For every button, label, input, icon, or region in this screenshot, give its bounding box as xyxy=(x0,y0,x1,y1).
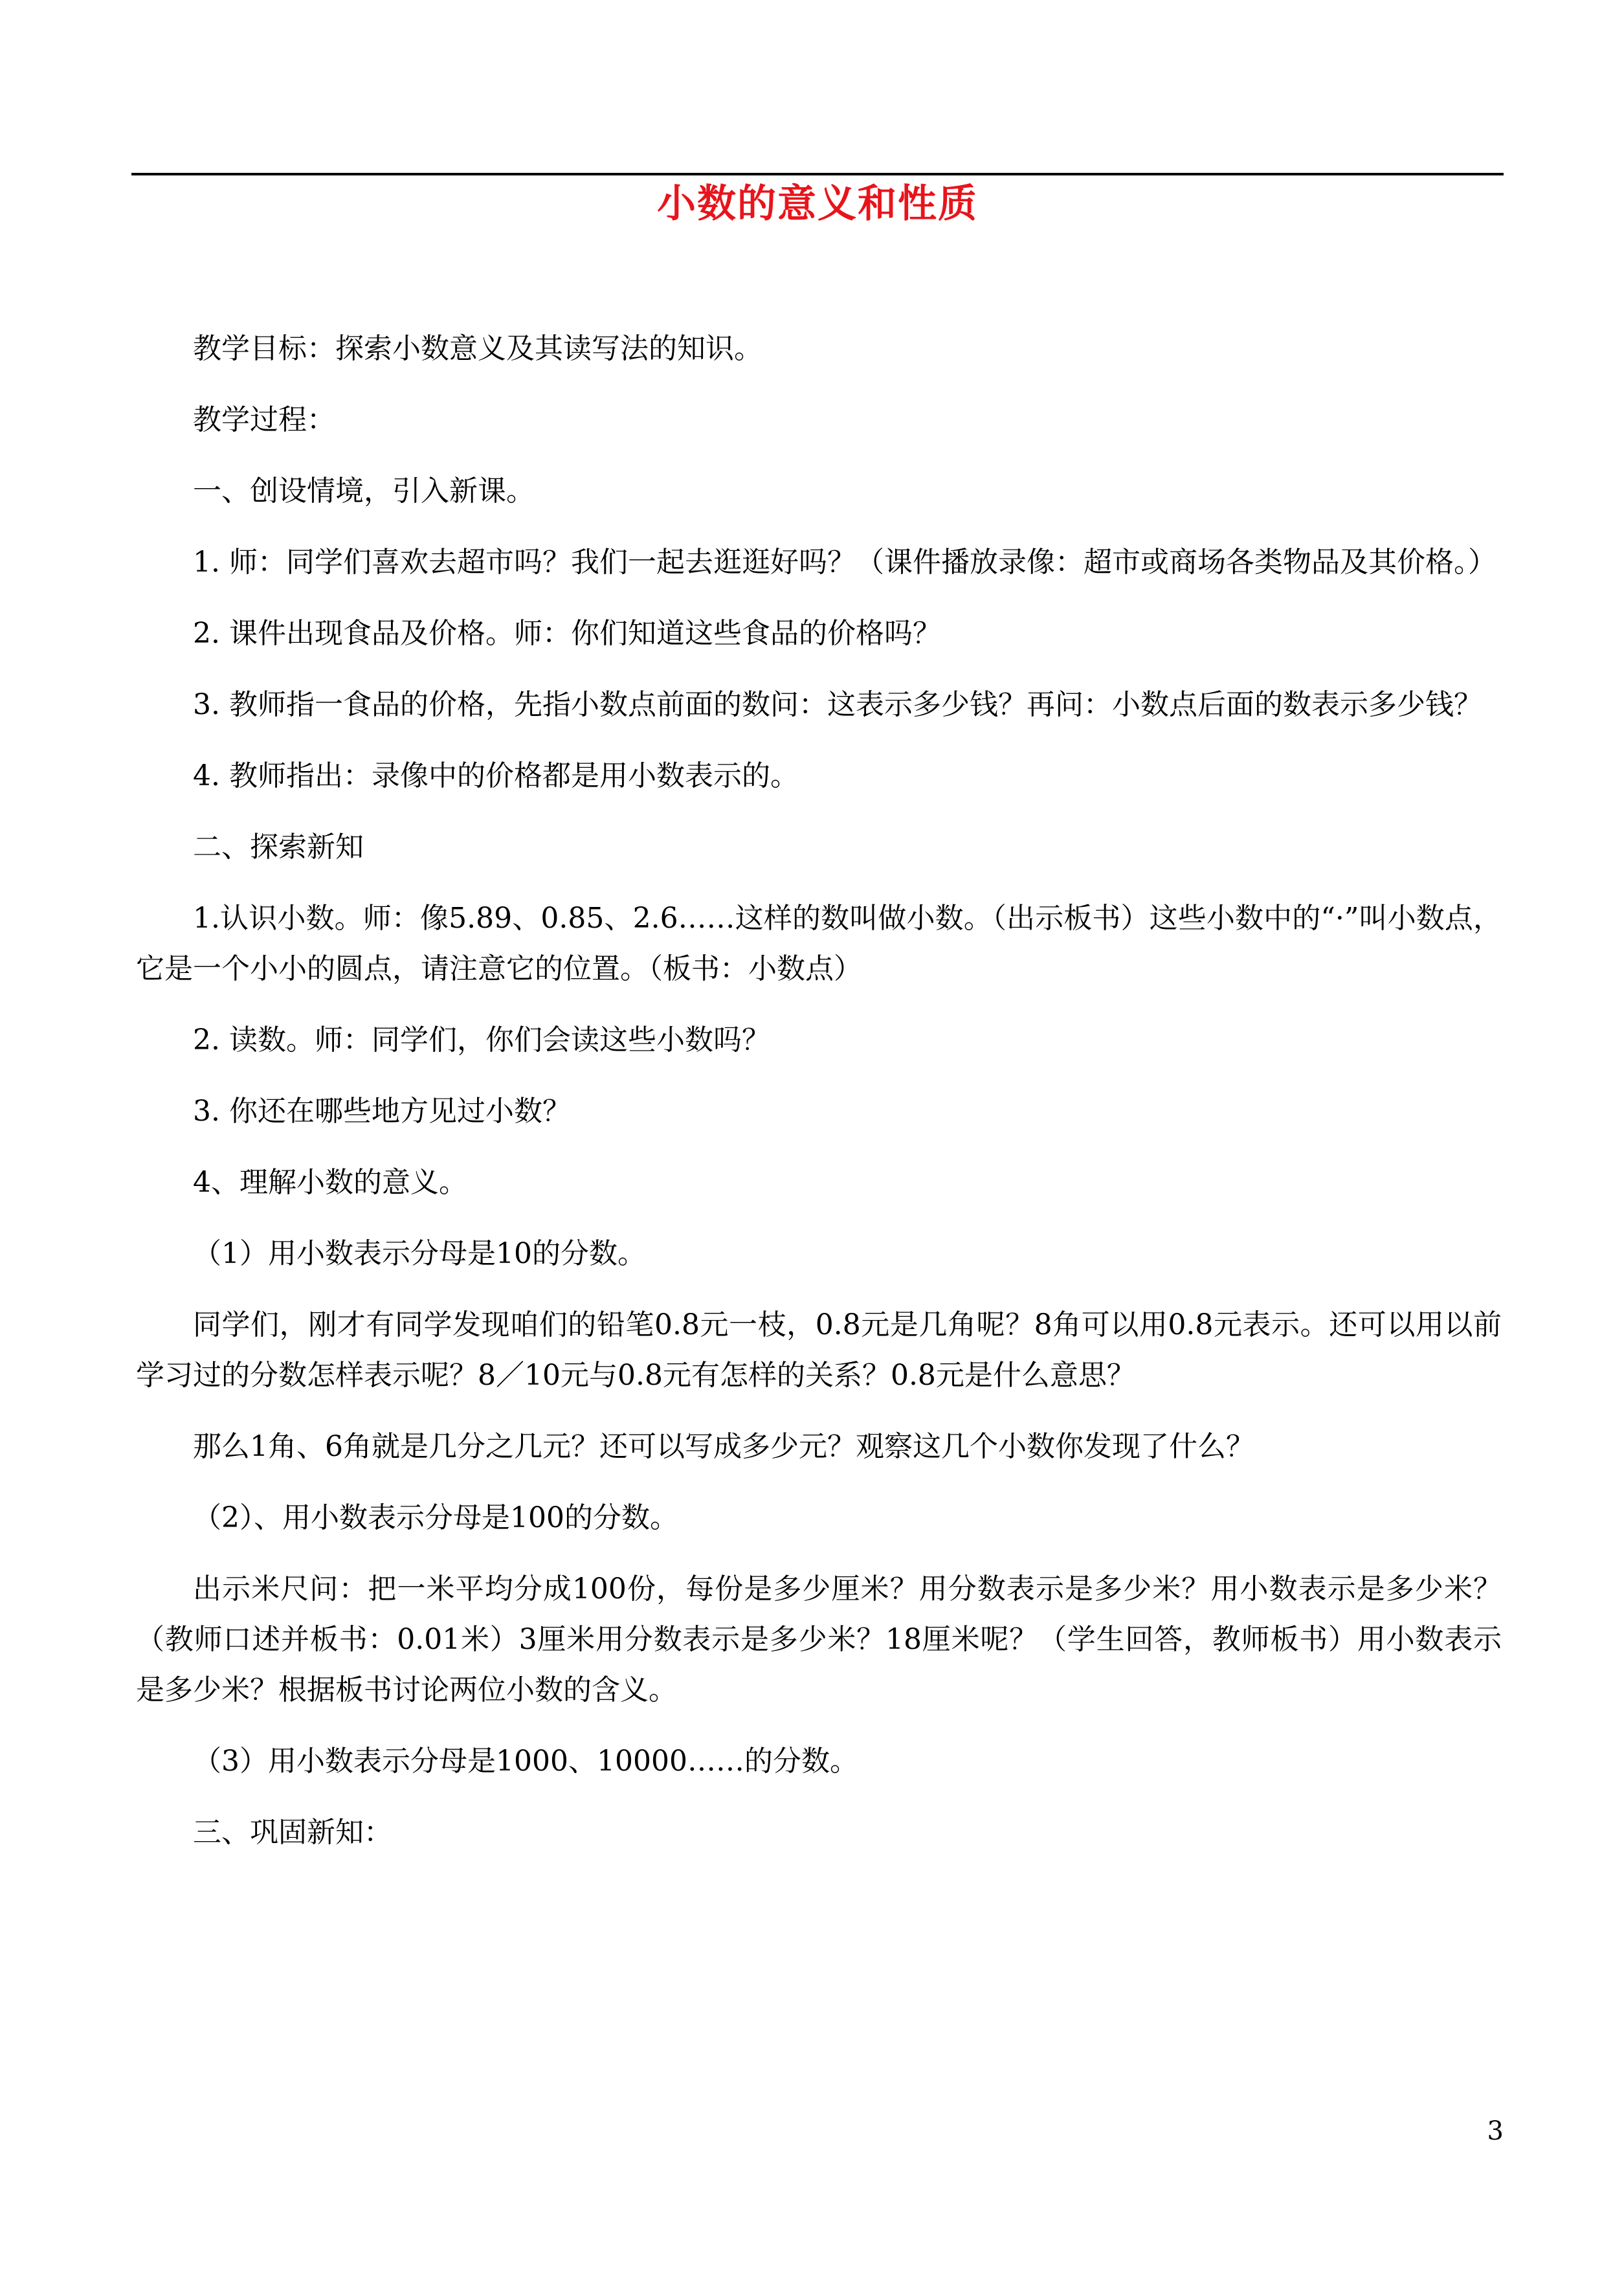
document-title: 小数的意义和性质 xyxy=(657,181,978,227)
paragraph-step-1-1: 1. 师：同学们喜欢去超市吗？我们一起去逛逛好吗？（课件播放录像：超市或商场各类物品及其价格。） xyxy=(193,546,1496,579)
paragraph-step-2-3: 3. 你还在哪些地方见过小数？ xyxy=(193,1095,571,1128)
paragraph-sub-2: （2）、用小数表示分母是100的分数。 xyxy=(193,1501,678,1534)
paragraph-sub-3: （3）用小数表示分母是1000、10000……的分数。 xyxy=(193,1745,858,1778)
paragraph-teaching-goal: 教学目标：探索小数意义及其读写法的知识。 xyxy=(193,332,762,365)
paragraph-step-2-2: 2. 读数。师：同学们，你们会读这些小数吗？ xyxy=(193,1023,770,1057)
section-heading-1: 一、创设情境，引入新课。 xyxy=(193,475,535,508)
paragraph-step-2-4: 4、理解小数的意义。 xyxy=(193,1166,467,1199)
paragraph-step-1-4: 4. 教师指出：录像中的价格都是用小数表示的。 xyxy=(193,759,799,792)
paragraph-sub-2-body: 出示米尺问：把一米平均分成100份，每份是多少厘米？用分数表示是多少米？用小数表示是多少米？（教师口述并板书：0.01米）3厘米用分数表示是多少米？18厘米呢？（学生回答，教师板书）用小数表示是多少米？根据板书讨论两位小数的含义。 xyxy=(136,1572,1502,1706)
paragraph-sub-1-followup: 那么1角、6角就是几分之几元？还可以写成多少元？观察这几个小数你发现了什么？ xyxy=(193,1430,1254,1463)
document-body xyxy=(136,324,1502,1879)
paragraph-step-2-1: 1.认识小数。师：像5.89、0.85、2.6……这样的数叫做小数。（出示板书）这些小数中的“·”叫小数点，它是一个小小的圆点，请注意它的位置。（板书：小数点） xyxy=(136,902,1502,985)
paragraph-sub-1: （1）用小数表示分母是10的分数。 xyxy=(193,1237,646,1270)
paragraph-teaching-process: 教学过程： xyxy=(193,403,335,436)
page-number: 3 xyxy=(1487,2116,1504,2146)
paragraph-sub-1-body: 同学们，刚才有同学发现咱们的铅笔0.8元一枝，0.8元是几角呢？8角可以用0.8元表示。还可以用以前学习过的分数怎样表示呢？8／10元与0.8元有怎样的关系？0.8元是什么意思？ xyxy=(136,1308,1502,1392)
paragraph-step-1-2: 2. 课件出现食品及价格。师：你们知道这些食品的价格吗？ xyxy=(193,617,941,650)
section-heading-3: 三、巩固新知： xyxy=(193,1816,392,1849)
section-heading-2: 二、探索新知 xyxy=(193,831,364,864)
paragraph-step-1-3: 3. 教师指一食品的价格，先指小数点前面的数问：这表示多少钱？再问：小数点后面的数表示多少钱？ xyxy=(193,688,1482,721)
